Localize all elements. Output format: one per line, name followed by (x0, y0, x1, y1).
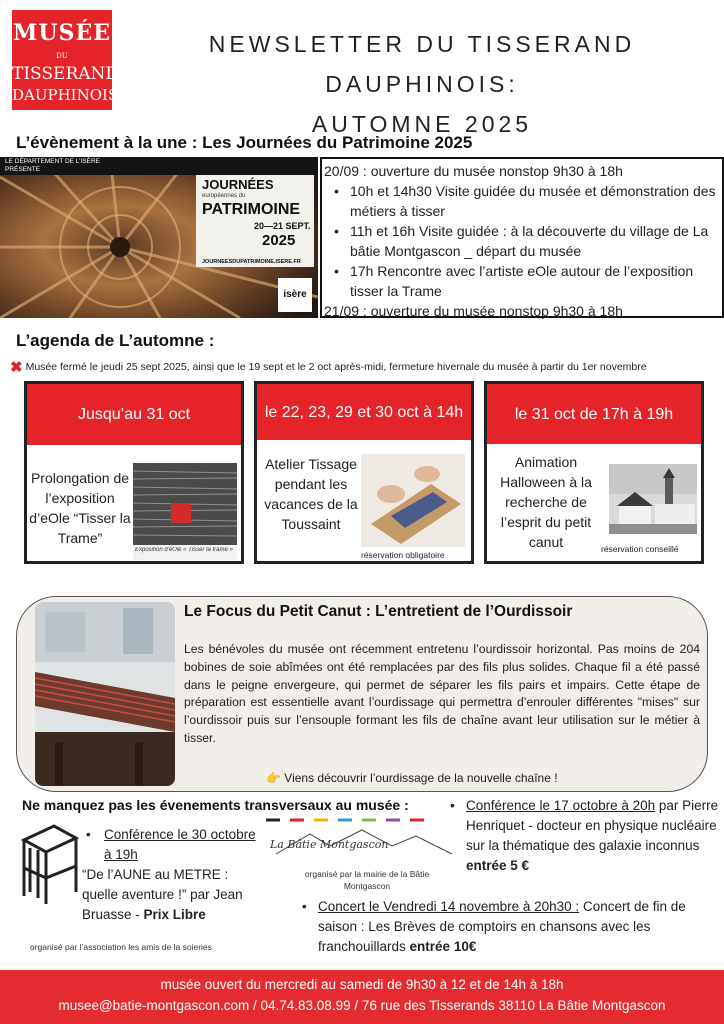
agenda-heading: L’agenda de L’automne : (16, 331, 215, 350)
footer (0, 970, 724, 1024)
card-note: réservation conseillé (601, 544, 679, 554)
featured-heading: L’évènement à la une : Les Journées du Patrimoine 2025 (16, 133, 473, 152)
focus-title: Le Focus du Petit Canut : L’entretient de l’Ourdissoir (184, 603, 573, 620)
logo-line3: TISSERAND (12, 64, 120, 84)
isere-logo: isère (278, 278, 312, 312)
textile-artwork (133, 463, 237, 560)
poster-dates: 20—21 SEPT. (254, 221, 311, 231)
featured-items (324, 181, 722, 301)
card-text: Prolongation de l’exposition d’eOle “Tisser la Trame” (29, 470, 131, 546)
logo-line1: MUSÉE (13, 20, 111, 46)
newsletter-title-line2: AUTOMNE 2025 (311, 111, 533, 137)
conference-galaxies-desc: par Pierre Henriquet - docteur en physique nucléaire sur la thématique des galaxie inconnus (466, 798, 719, 853)
atelier-image (361, 454, 465, 547)
featured-item: • 17h Rencontre avec l’artiste eOle autour de l’exposition tisser la Trame (324, 261, 722, 301)
exposition-image (133, 463, 237, 560)
cross-icon: ✖ (10, 359, 23, 376)
batie-logo-text: La Bâtie Montgascon (270, 838, 389, 851)
card-header: le 31 oct de 17h à 19h (487, 384, 701, 444)
halloween-image (609, 464, 697, 534)
card-header: le 22, 23, 29 et 30 oct à 14h (257, 384, 471, 440)
poster-title-box (196, 175, 314, 267)
concert-title: Concert le Vendredi 14 novembre à 20h30 : (318, 899, 580, 914)
poster-band-line2: PRÉSENTE (5, 166, 41, 173)
patrimoine-poster (0, 157, 318, 318)
card-header: Jusqu’au 31 oct (27, 384, 241, 445)
conference-aune-desc-text: “De l’AUNE au METRE : quelle aventure !” par Jean Bruasse - (82, 867, 243, 922)
batie-organizer: organisé par la mairie de la Bâtie Montgascon (304, 869, 430, 891)
conference-galaxies-price: entrée 5 € (466, 858, 530, 873)
conference-galaxies-title: Conférence le 17 octobre à 20h (466, 798, 656, 813)
logo-line2: DU (56, 52, 68, 60)
poster-title1: JOURNÉES (202, 177, 274, 192)
newsletter-title (120, 24, 724, 144)
agenda-card-halloween (484, 381, 704, 564)
card-note: réservation obligatoire (361, 550, 445, 560)
weaving-photo (361, 454, 465, 547)
newsletter-title-line1: NEWSLETTER DU TISSERAND DAUPHINOIS: (208, 31, 636, 97)
ourdissoir-photo (35, 602, 175, 786)
featured-item: • 11h et 16h Visite guidée : à la découverte du village de La bâtie Montgascon _ départ du musée (324, 221, 722, 261)
focus-body: Les bénévoles du musée ont récemment entretenu l’ourdissoir horizontal. Pas moins de 204 bobines de soie abîmées ont été remplacées par des fils plus solides. Chaque fil a été passé dans le peigne envergeure, qui permet de séparer les fils pairs et impairs. Cette étape de préparation est essentielle avant l’ourdissage qui permettra d’enrouler différentes "mises" sur l’ourdissoir puis sur l’ensouple formant les fils de chaîne avant leur utilisation sur le métier à tisser. (184, 642, 700, 745)
footer-hours: musée ouvert du mercredi au samedi de 9h30 à 12 et de 14h à 18h (160, 977, 564, 992)
museum-logo (12, 10, 120, 110)
village-photo (609, 464, 697, 534)
concert-price: entrée 10€ (409, 939, 477, 954)
featured-day2: 21/09 : ouverture du musée nonstop 9h30 à 18h (324, 303, 623, 319)
conference-aune-title: • Conférence le 30 octobre à 19h (82, 825, 258, 865)
focus-cta: 👉 Viens découvrir l’ourdissage de la nouvelle chaîne ! (266, 771, 558, 785)
agenda-card-exposition (24, 381, 244, 564)
bullet: • (450, 798, 455, 813)
featured-event-box (320, 157, 724, 318)
footer-contact: musee@batie-montgascon.com / 04.74.83.08.99 / 76 rue des Tisserands 38110 La Bâtie Montgascon (58, 998, 666, 1013)
poster-band-line1: LE DÉPARTEMENT DE L’ISÈRE (5, 158, 101, 165)
closed-notice (10, 358, 647, 376)
conference-aune-desc (82, 865, 258, 925)
loom-icon (16, 818, 80, 906)
card-text: Atelier Tissage pendant les vacances de la Toussaint (264, 456, 358, 532)
featured-item: • 10h et 14h30 Visite guidée du musée et démonstration des métiers à tisser (324, 181, 722, 221)
conference-aune-price: Prix Libre (143, 907, 206, 922)
concert-desc: Concert de fin de saison : Les Brèves de comptoirs en chansons avec les franchouillards (318, 899, 686, 954)
bullet: • (302, 899, 307, 914)
logo-line4: DAUPHINOIS (12, 86, 119, 104)
conference-aune-organizer: organisé par l’association les amis de la soieries (30, 942, 212, 952)
poster-url: JOURNEESDUPATRIMOINE.ISERE.FR (202, 259, 301, 265)
poster-title3: PATRIMOINE (202, 201, 301, 218)
transversal-heading: Ne manquez pas les évenements transversaux au musée : (22, 797, 409, 813)
warping-mill-image (35, 602, 175, 786)
poster-band (0, 157, 318, 175)
conference-aune (82, 825, 258, 925)
poster-year: 2025 (262, 232, 296, 249)
closed-notice-text: Musée fermé le jeudi 25 sept 2025, ainsi que le 19 sept et le 2 oct après-midi, fermeture hivernale du musée à partir du 1er novembre (25, 361, 647, 373)
exposition-image-caption: Exposition d'eOle « Tisser la trame » (135, 547, 233, 553)
card-text: Animation Halloween à la recherche de l’esprit du petit canut (500, 454, 592, 550)
concert-event (300, 897, 718, 957)
conference-galaxies-text (452, 796, 722, 876)
featured-day1: 20/09 : ouverture du musée nonstop 9h30 à 18h (324, 163, 623, 179)
conference-galaxies (452, 796, 722, 876)
agenda-card-atelier (254, 381, 474, 564)
poster-title2: européennes du (202, 193, 246, 199)
